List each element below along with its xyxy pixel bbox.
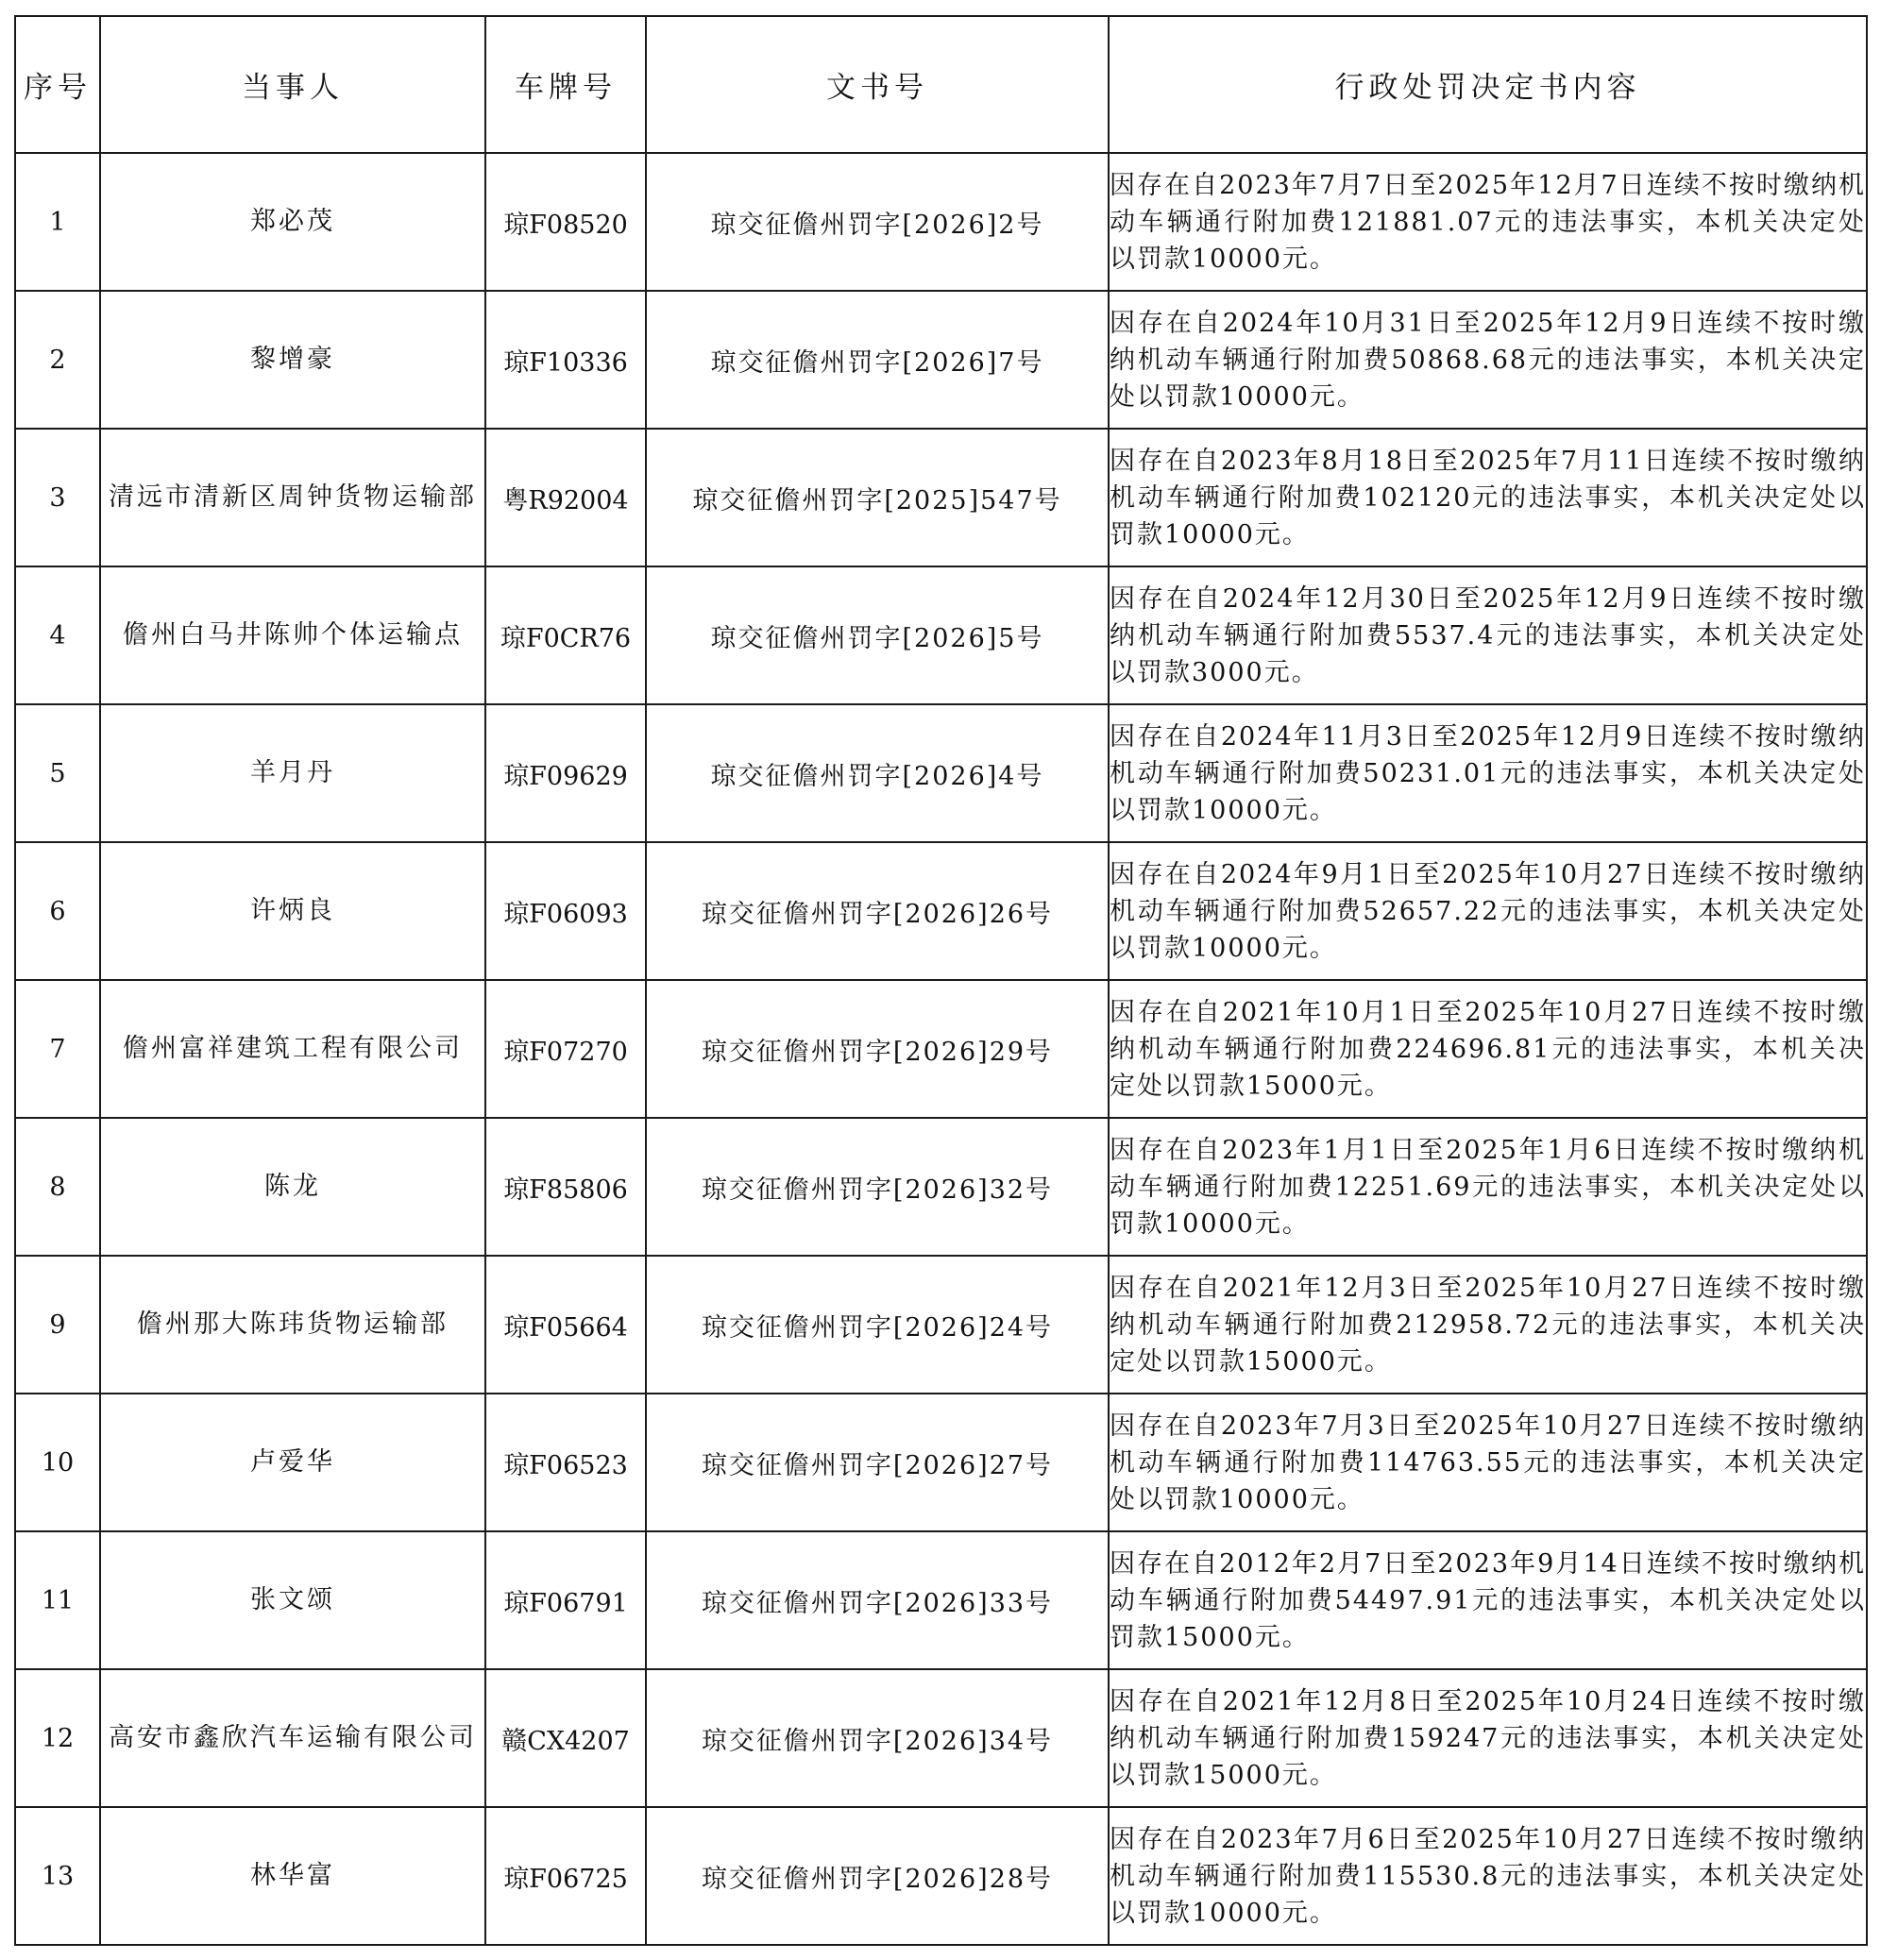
table-row — [15, 1118, 1867, 1256]
cell-plate: 琼F85806 — [485, 1118, 646, 1256]
cell-doc: 琼交征儋州罚字[2026]27号 — [646, 1394, 1109, 1531]
cell-content: 因存在自2024年9月1日至2025年10月27日连续不按时缴纳机动车辆通行附加费52657.22元的违法事实，本机关决定处以罚款10000元。 — [1109, 842, 1867, 980]
table-row — [15, 842, 1867, 980]
cell-doc: 琼交征儋州罚字[2026]4号 — [646, 704, 1109, 842]
cell-party: 郑必茂 — [100, 153, 485, 291]
cell-plate: 琼F07270 — [485, 980, 646, 1118]
cell-content: 因存在自2021年10月1日至2025年10月27日连续不按时缴纳机动车辆通行附加费224696.81元的违法事实，本机关决定处以罚款15000元。 — [1109, 980, 1867, 1118]
cell-content: 因存在自2023年8月18日至2025年7月11日连续不按时缴纳机动车辆通行附加费102120元的违法事实，本机关决定处以罚款10000元。 — [1109, 429, 1867, 566]
table-row — [15, 291, 1867, 429]
cell-content: 因存在自2021年12月3日至2025年10月27日连续不按时缴纳机动车辆通行附加费212958.72元的违法事实，本机关决定处以罚款15000元。 — [1109, 1256, 1867, 1394]
cell-party: 高安市鑫欣汽车运输有限公司 — [100, 1669, 485, 1807]
cell-content: 因存在自2024年12月30日至2025年12月9日连续不按时缴纳机动车辆通行附加费5537.4元的违法事实，本机关决定处以罚款3000元。 — [1109, 566, 1867, 704]
cell-content: 因存在自2024年10月31日至2025年12月9日连续不按时缴纳机动车辆通行附加费50868.68元的违法事实，本机关决定处以罚款10000元。 — [1109, 291, 1867, 429]
cell-seq: 9 — [15, 1256, 100, 1394]
cell-content: 因存在自2024年11月3日至2025年12月9日连续不按时缴纳机动车辆通行附加费50231.01元的违法事实，本机关决定处以罚款10000元。 — [1109, 704, 1867, 842]
cell-party: 林华富 — [100, 1807, 485, 1945]
cell-doc: 琼交征儋州罚字[2026]28号 — [646, 1807, 1109, 1945]
cell-content: 因存在自2023年1月1日至2025年1月6日连续不按时缴纳机动车辆通行附加费12251.69元的违法事实，本机关决定处以罚款10000元。 — [1109, 1118, 1867, 1256]
cell-doc: 琼交征儋州罚字[2026]32号 — [646, 1118, 1109, 1256]
cell-content: 因存在自2023年7月7日至2025年12月7日连续不按时缴纳机动车辆通行附加费121881.07元的违法事实，本机关决定处以罚款10000元。 — [1109, 153, 1867, 291]
cell-seq: 4 — [15, 566, 100, 704]
cell-plate: 琼F08520 — [485, 153, 646, 291]
cell-seq: 7 — [15, 980, 100, 1118]
cell-party: 儋州白马井陈帅个体运输点 — [100, 566, 485, 704]
cell-seq: 2 — [15, 291, 100, 429]
cell-doc: 琼交征儋州罚字[2026]34号 — [646, 1669, 1109, 1807]
cell-party: 许炳良 — [100, 842, 485, 980]
header-doc: 文书号 — [646, 16, 1109, 153]
cell-party: 儋州富祥建筑工程有限公司 — [100, 980, 485, 1118]
cell-seq: 8 — [15, 1118, 100, 1256]
cell-doc: 琼交征儋州罚字[2026]26号 — [646, 842, 1109, 980]
header-seq: 序号 — [15, 16, 100, 153]
cell-seq: 1 — [15, 153, 100, 291]
cell-party: 张文颂 — [100, 1531, 485, 1669]
cell-doc: 琼交征儋州罚字[2025]547号 — [646, 429, 1109, 566]
cell-plate: 琼F06093 — [485, 842, 646, 980]
cell-party: 羊月丹 — [100, 704, 485, 842]
cell-content: 因存在自2012年2月7日至2023年9月14日连续不按时缴纳机动车辆通行附加费54497.91元的违法事实，本机关决定处以罚款15000元。 — [1109, 1531, 1867, 1669]
table-row — [15, 153, 1867, 291]
table-row — [15, 566, 1867, 704]
cell-plate: 琼F05664 — [485, 1256, 646, 1394]
cell-seq: 3 — [15, 429, 100, 566]
cell-seq: 11 — [15, 1531, 100, 1669]
table-row — [15, 1807, 1867, 1945]
cell-plate: 粤R92004 — [485, 429, 646, 566]
cell-doc: 琼交征儋州罚字[2026]7号 — [646, 291, 1109, 429]
header-content: 行政处罚决定书内容 — [1109, 16, 1867, 153]
cell-doc: 琼交征儋州罚字[2026]2号 — [646, 153, 1109, 291]
penalty-table — [14, 15, 1868, 1946]
table-row — [15, 980, 1867, 1118]
cell-content: 因存在自2023年7月3日至2025年10月27日连续不按时缴纳机动车辆通行附加费114763.55元的违法事实，本机关决定处以罚款10000元。 — [1109, 1394, 1867, 1531]
cell-seq: 13 — [15, 1807, 100, 1945]
cell-party: 黎增豪 — [100, 291, 485, 429]
cell-seq: 6 — [15, 842, 100, 980]
cell-content: 因存在自2023年7月6日至2025年10月27日连续不按时缴纳机动车辆通行附加费115530.8元的违法事实，本机关决定处以罚款10000元。 — [1109, 1807, 1867, 1945]
cell-doc: 琼交征儋州罚字[2026]33号 — [646, 1531, 1109, 1669]
cell-plate: 琼F0CR76 — [485, 566, 646, 704]
table-row — [15, 1394, 1867, 1531]
cell-party: 卢爱华 — [100, 1394, 485, 1531]
table-row — [15, 429, 1867, 566]
cell-plate: 琼F09629 — [485, 704, 646, 842]
table-header-row — [15, 16, 1867, 153]
table-row — [15, 1669, 1867, 1807]
table-row — [15, 1256, 1867, 1394]
cell-doc: 琼交征儋州罚字[2026]5号 — [646, 566, 1109, 704]
cell-seq: 5 — [15, 704, 100, 842]
cell-seq: 10 — [15, 1394, 100, 1531]
table-row — [15, 704, 1867, 842]
cell-plate: 赣CX4207 — [485, 1669, 646, 1807]
cell-party: 陈龙 — [100, 1118, 485, 1256]
cell-plate: 琼F06523 — [485, 1394, 646, 1531]
cell-party: 清远市清新区周钟货物运输部 — [100, 429, 485, 566]
cell-plate: 琼F10336 — [485, 291, 646, 429]
header-plate: 车牌号 — [485, 16, 646, 153]
header-party: 当事人 — [100, 16, 485, 153]
cell-doc: 琼交征儋州罚字[2026]24号 — [646, 1256, 1109, 1394]
cell-seq: 12 — [15, 1669, 100, 1807]
cell-party: 儋州那大陈玮货物运输部 — [100, 1256, 485, 1394]
cell-plate: 琼F06725 — [485, 1807, 646, 1945]
cell-doc: 琼交征儋州罚字[2026]29号 — [646, 980, 1109, 1118]
cell-content: 因存在自2021年12月8日至2025年10月24日连续不按时缴纳机动车辆通行附加费159247元的违法事实，本机关决定处以罚款15000元。 — [1109, 1669, 1867, 1807]
table-row — [15, 1531, 1867, 1669]
cell-plate: 琼F06791 — [485, 1531, 646, 1669]
